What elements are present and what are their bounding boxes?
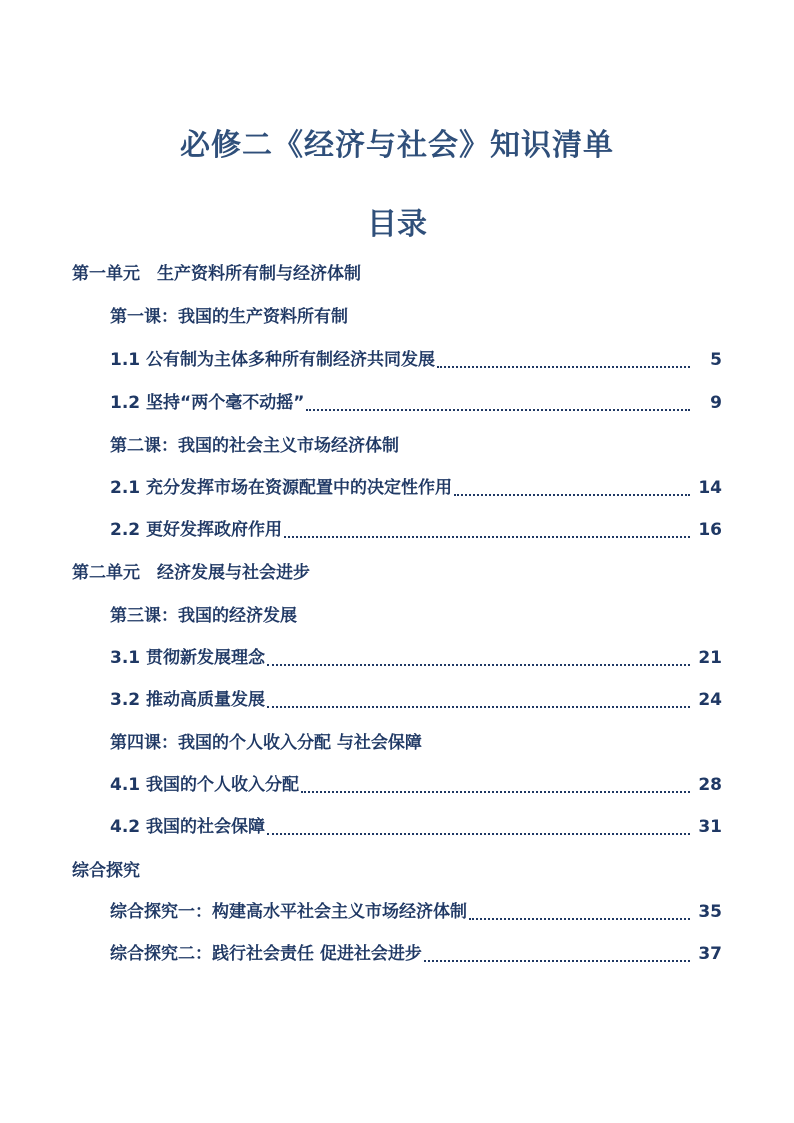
toc-entry-label: 1.2 坚持“两个毫不动摇” (110, 393, 305, 413)
toc-entry-label: 3.2 推动高质量发展 (110, 690, 266, 710)
toc-lesson-label: 第二课：我国的社会主义市场经济体制 (110, 436, 399, 456)
toc-entry-label: 3.1 贯彻新发展理念 (110, 648, 266, 668)
toc-entry[interactable] (110, 897, 722, 927)
toc-page-number: 35 (698, 902, 722, 922)
toc-entry-label: 4.2 我国的社会保障 (110, 817, 266, 837)
toc-lesson-label: 第四课：我国的个人收入分配 与社会保障 (110, 733, 422, 753)
dot-leader (267, 664, 690, 666)
toc-heading: 目录 (367, 207, 427, 242)
toc-page-number: 37 (698, 944, 722, 964)
toc-entry[interactable] (110, 473, 722, 503)
dot-leader (454, 494, 690, 496)
toc-page-number: 9 (710, 393, 722, 413)
toc-page-number: 14 (698, 478, 722, 498)
toc-lesson-label: 第一课：我国的生产资料所有制 (110, 307, 348, 327)
toc-entry[interactable] (110, 388, 722, 418)
toc-entry-label: 1.1 公有制为主体多种所有制经济共同发展 (110, 350, 436, 370)
toc-entry[interactable] (110, 643, 722, 673)
toc-page-number: 28 (698, 775, 722, 795)
toc-lesson[interactable] (110, 601, 750, 631)
toc-unit-label: 综合探究 (72, 861, 140, 881)
toc-lesson[interactable] (110, 728, 750, 758)
toc-unit[interactable] (72, 856, 752, 886)
toc-lesson[interactable] (110, 431, 750, 461)
dot-leader (267, 706, 690, 708)
dot-leader (437, 366, 690, 368)
dot-leader (469, 918, 690, 920)
toc-unit-label: 第二单元 经济发展与社会进步 (72, 563, 310, 583)
toc-page-number: 21 (698, 648, 722, 668)
toc-entry[interactable] (110, 345, 722, 375)
toc-entry[interactable] (110, 939, 722, 969)
toc-page-number: 16 (698, 520, 722, 540)
dot-leader (424, 960, 690, 962)
toc-entry-label: 4.1 我国的个人收入分配 (110, 775, 300, 795)
dot-leader (267, 833, 690, 835)
toc-entry[interactable] (110, 770, 722, 800)
toc-unit[interactable] (72, 259, 752, 289)
toc-entry-label: 2.1 充分发挥市场在资源配置中的决定性作用 (110, 478, 453, 498)
toc-page-number: 31 (698, 817, 722, 837)
toc-entry[interactable] (110, 515, 722, 545)
dot-leader (301, 791, 690, 793)
dot-leader (306, 409, 690, 411)
toc-unit-label: 第一单元 生产资料所有制与经济体制 (72, 264, 361, 284)
toc-unit[interactable] (72, 558, 752, 588)
toc-lesson[interactable] (110, 302, 750, 332)
toc-entry-label: 综合探究一：构建高水平社会主义市场经济体制 (110, 902, 467, 922)
document-title: 必修二《经济与社会》知识清单 (180, 128, 614, 163)
toc-lesson-label: 第三课：我国的经济发展 (110, 606, 297, 626)
toc-entry[interactable] (110, 685, 722, 715)
dot-leader (284, 536, 690, 538)
toc-entry-label: 综合探究二：践行社会责任 促进社会进步 (110, 944, 422, 964)
toc-page-number: 5 (710, 350, 722, 370)
toc-entry[interactable] (110, 812, 722, 842)
toc-entry-label: 2.2 更好发挥政府作用 (110, 520, 283, 540)
toc-page-number: 24 (698, 690, 722, 710)
